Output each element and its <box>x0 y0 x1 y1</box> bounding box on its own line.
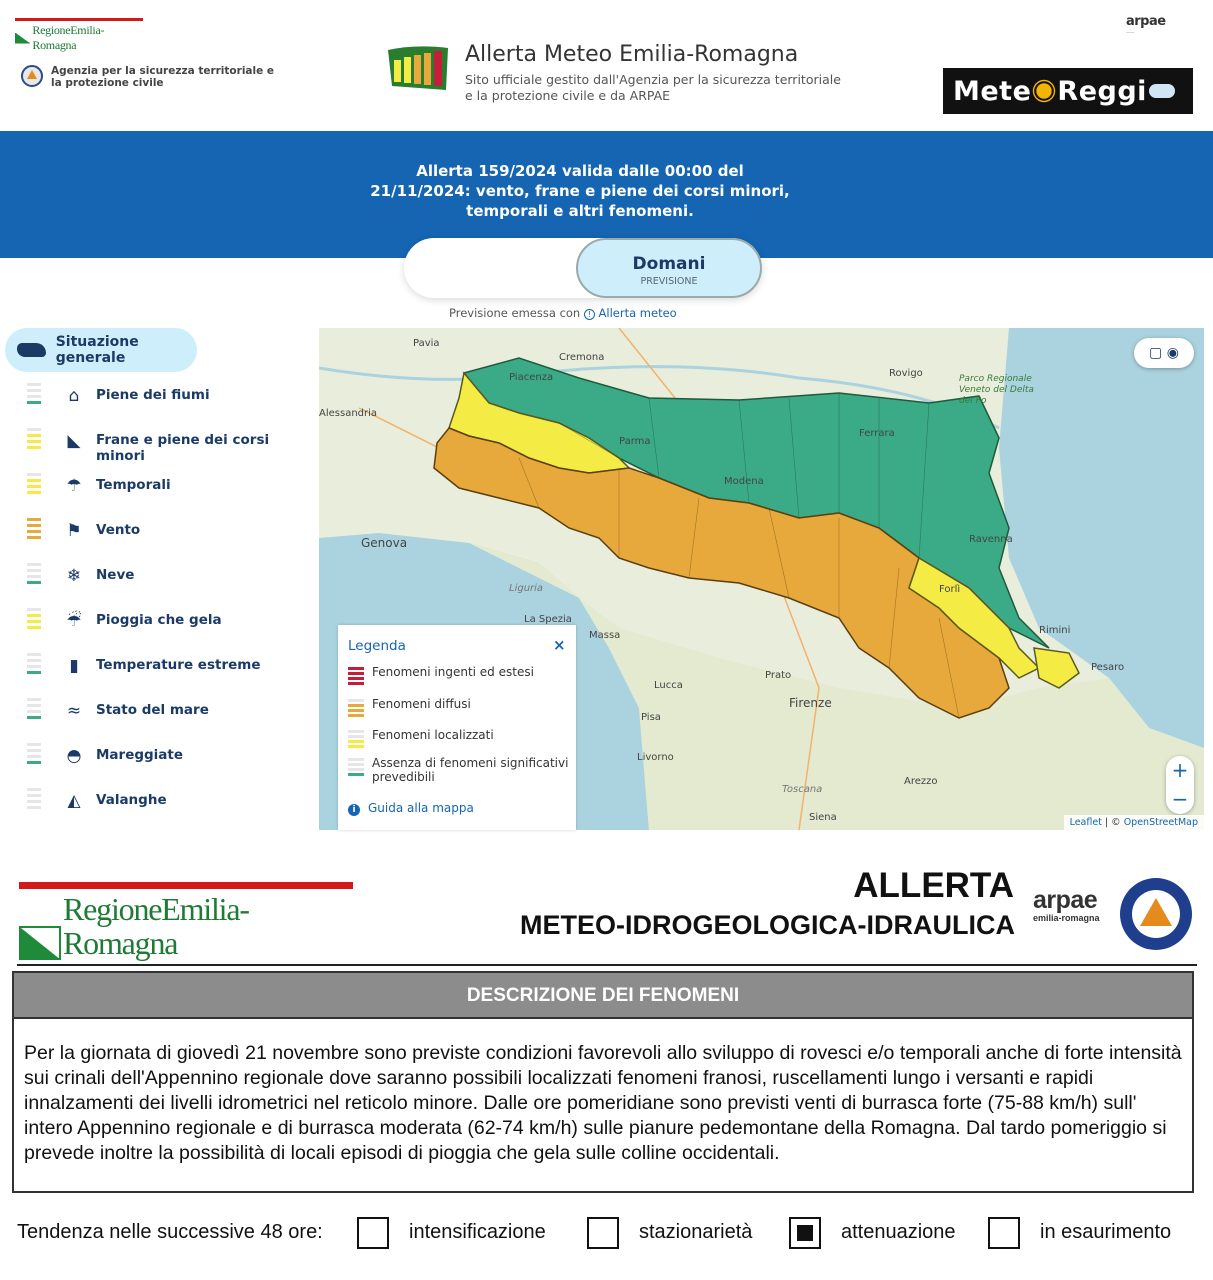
day-toggle[interactable] <box>404 238 762 298</box>
map-place-label: Genova <box>361 536 408 550</box>
map-place-label: Lucca <box>654 680 683 691</box>
map-place-label: Ferrara <box>859 428 895 439</box>
trend-checkbox-in-esaurimento[interactable] <box>988 1217 1020 1249</box>
trend-row <box>17 1217 1197 1253</box>
map-place-label: Cremona <box>559 352 605 363</box>
meteoreggio-text-a: Mete <box>953 75 1032 107</box>
trend-option-label: attenuazione <box>841 1221 956 1243</box>
sidebar-item-label: Situazione generale <box>55 334 139 366</box>
sidebar-item-label: Temperature estreme <box>96 657 261 673</box>
regione-logo-large-text: RegioneEmilia-Romagna <box>63 891 249 961</box>
civil-protection-icon <box>21 65 43 87</box>
legend-swatch <box>348 667 364 683</box>
sidebar-item-piene-dei-fiumi[interactable] <box>0 381 310 411</box>
alert-line-1: Allerta 159/2024 valida dalle 00:00 del <box>416 162 744 180</box>
alert-level-indicator <box>27 563 41 589</box>
landslide-icon: ◣ <box>67 431 81 451</box>
tab-domani[interactable] <box>576 238 762 298</box>
map-guide-label: Guida alla mappa <box>368 801 474 815</box>
alert-level-indicator <box>27 743 41 769</box>
regione-logo-large <box>19 882 353 960</box>
legend-label: Fenomeni ingenti ed estesi <box>372 665 534 679</box>
map-place-label: Pavia <box>413 338 440 349</box>
trend-label: Tendenza nelle successive 48 ore: <box>17 1221 323 1243</box>
sidebar-item-neve[interactable] <box>0 561 310 591</box>
trend-option-label: in esaurimento <box>1040 1221 1172 1243</box>
protezione-civile-seal-icon <box>1120 878 1192 950</box>
trend-option-label: intensificazione <box>409 1221 546 1243</box>
zoom-in-button[interactable]: + <box>1171 758 1189 782</box>
arpae-large-text: arpae <box>1033 886 1098 914</box>
map-place-label: Rimini <box>1039 625 1071 636</box>
alert-level-indicator <box>27 608 41 634</box>
divider <box>17 964 1197 966</box>
bulletin-subtitle: METEO-IDROGEOLOGICA-IDRAULICA <box>520 910 1015 940</box>
map-place-label: Piacenza <box>509 372 554 383</box>
map-place-label: Firenze <box>789 696 832 710</box>
sidebar-item-stato-del-mare[interactable] <box>0 696 310 726</box>
legend-close-button[interactable]: × <box>553 636 566 654</box>
thunderstorm-icon: ☂ <box>66 476 82 496</box>
sidebar-item-label: Pioggia che gela <box>96 612 222 628</box>
sidebar-item-label: Frane e piene dei corsi minori <box>96 432 270 464</box>
sidebar-item-label: Piene dei fiumi <box>96 387 210 403</box>
map-place-label: Liguria <box>509 583 544 594</box>
alert-level-indicator <box>27 653 41 679</box>
allerta-meteo-logo-icon <box>386 42 450 92</box>
alert-level-indicator <box>27 788 41 814</box>
alert-line-2: 21/11/2024: vento, frane e piene dei corsi minori, <box>370 182 790 200</box>
arpae-large-sub: emilia-romagna <box>1033 913 1100 923</box>
snow-icon: ❄ <box>66 566 82 586</box>
description-box <box>12 971 1194 1193</box>
regione-logo[interactable] <box>15 18 143 53</box>
forecast-source <box>449 306 677 320</box>
map-place-label: Alessandria <box>319 408 378 419</box>
section-heading: DESCRIZIONE DEI FENOMENI <box>14 973 1192 1019</box>
cloud-icon <box>1149 84 1175 98</box>
trend-checkbox-attenuazione[interactable] <box>789 1217 821 1249</box>
sidebar-item-situazione-generale[interactable] <box>5 328 197 372</box>
map-guide-link[interactable] <box>348 801 474 816</box>
sidebar-item-label: Valanghe <box>96 792 167 808</box>
alert-level-indicator <box>27 518 41 544</box>
map-place-label: Toscana <box>782 784 823 795</box>
meteoreggio-banner[interactable] <box>943 68 1193 114</box>
description-text: Per la giornata di giovedì 21 novembre sono previste condizioni favorevoli allo sviluppo di rovesci e/o temporali anche di forte intensità sui crinali dell'Appennino regionale dove saranno possibili localizzati fenomeni franosi, ruscellamenti lungo i versanti e rapidi innalzamenti dei livelli idrometrici nel reticolo minore. Dalle ore pomeridiane sono previsti venti di burrasca forte (75-88 km/h) sull' intero Appennino regionale e di burrasca moderata (62-74 km/h) sulle pianure pedemontane della Romagna. Dal tardo pomeriggio si prevede inoltre la possibilità di locali episodi di pioggia che gela sulle colline occidentali. <box>24 1042 1182 1164</box>
site-subtitle: Sito ufficiale gestito dall'Agenzia per la sicurezza territoriale e la protezione civile e da ARPAE <box>465 72 841 103</box>
bulletin-title: ALLERTA <box>853 866 1014 905</box>
trend-checkbox-intensificazione[interactable] <box>357 1217 389 1249</box>
sidebar-item-temporali[interactable] <box>0 471 310 501</box>
sidebar-item-temperature-estreme[interactable] <box>0 651 310 681</box>
trend-option-label: stazionarietà <box>639 1221 753 1243</box>
legend-swatch <box>348 758 364 774</box>
agency-name: Agenzia per la sicurezza territoriale e la protezione civile <box>51 65 275 89</box>
sidebar-item-mareggiate[interactable] <box>0 741 310 771</box>
map-place-label: Forlì <box>939 584 961 595</box>
arpae-logo-large <box>1033 886 1100 923</box>
legend-label: Fenomeni localizzati <box>372 728 494 742</box>
sidebar-item-frane-e-piene-dei-corsi-minori[interactable] <box>0 426 310 464</box>
attribution-separator: | © <box>1101 817 1124 828</box>
alert-line-3: temporali e altri fenomeni. <box>466 202 694 220</box>
info-icon: i <box>348 804 360 816</box>
map-place-label: Pisa <box>641 712 661 723</box>
house-flood-icon: ⌂ <box>68 386 80 406</box>
map-place-label: Pesaro <box>1091 662 1125 673</box>
allerta-meteo-link[interactable]: Allerta meteo <box>598 306 677 320</box>
map-attribution <box>1064 815 1204 830</box>
map-place-label: La Spezia <box>524 614 572 625</box>
legend-label: Assenza di fenomeni significativi prevedibili <box>372 756 569 784</box>
zoom-control <box>1166 756 1194 814</box>
map-place-label: Ravenna <box>969 534 1013 545</box>
sidebar-item-label: Vento <box>96 522 141 538</box>
sidebar-item-vento[interactable] <box>0 516 310 546</box>
map-place-label: Modena <box>724 476 764 487</box>
windsock-icon: ⚑ <box>66 521 82 541</box>
thermometer-icon: ▮ <box>69 656 79 676</box>
eye-icon: ◉ <box>1166 345 1179 361</box>
map-place-label: Massa <box>589 630 621 641</box>
region-map-icon <box>17 343 46 357</box>
tab-domani-label: Domani <box>632 254 706 274</box>
sidebar-item-pioggia-che-gela[interactable] <box>0 606 310 636</box>
alert-level-indicator <box>27 383 41 409</box>
arpae-logo-text: arpae <box>1126 14 1166 29</box>
forecast-source-prefix: Previsione emessa con <box>449 306 581 320</box>
legend-swatch <box>348 699 364 715</box>
arpae-logo[interactable]: arpae ....... <box>1126 14 1166 35</box>
alert-level-indicator <box>27 428 41 454</box>
leaflet-link[interactable]: Leaflet <box>1069 817 1102 828</box>
meteoreggio-text-b: Reggi <box>1057 75 1147 107</box>
sidebar-item-label: Temporali <box>96 477 171 493</box>
legend-label: Fenomeni diffusi <box>372 697 471 711</box>
sun-icon <box>1037 83 1052 98</box>
sea-waves-icon: ≈ <box>66 701 82 721</box>
map-place-label: Parma <box>619 436 651 447</box>
storm-surge-icon: ◓ <box>66 746 82 766</box>
sidebar-item-label: Mareggiate <box>96 747 184 763</box>
freezing-rain-icon: ☔ <box>66 611 82 631</box>
sidebar-item-valanghe[interactable] <box>0 786 310 816</box>
osm-link[interactable]: OpenStreetMap <box>1123 817 1198 828</box>
layers-toggle-button[interactable]: ▢ ◉ <box>1134 338 1194 368</box>
zoom-out-button[interactable]: − <box>1171 787 1189 811</box>
site-title[interactable]: Allerta Meteo Emilia-Romagna <box>465 42 799 67</box>
legend-swatch <box>348 730 364 746</box>
trend-checkbox-stazionariet-[interactable] <box>587 1217 619 1249</box>
site-header <box>0 0 1213 131</box>
alert-summary <box>0 161 1160 221</box>
tab-domani-sub: PREVISIONE <box>640 276 698 287</box>
sidebar-item-label: Neve <box>96 567 135 583</box>
map-place-label: Parco Regionale Veneto del Delta del Po <box>959 374 1034 406</box>
legend-title: Legenda <box>348 638 406 654</box>
regione-logo-text: RegioneEmilia-Romagna <box>32 23 105 52</box>
info-icon: ! <box>584 309 595 320</box>
map-place-label: Prato <box>765 670 792 681</box>
alert-level-indicator <box>27 473 41 499</box>
map-legend <box>338 625 576 830</box>
sidebar-item-label: Stato del mare <box>96 702 209 718</box>
map-place-label: Livorno <box>637 752 674 763</box>
map-place-label: Arezzo <box>904 776 938 787</box>
agency-logo[interactable] <box>21 65 276 89</box>
avalanche-icon: ◭ <box>67 791 81 811</box>
alert-level-indicator <box>27 698 41 724</box>
map-place-label: Rovigo <box>889 368 923 379</box>
map-place-label: Siena <box>809 812 837 823</box>
